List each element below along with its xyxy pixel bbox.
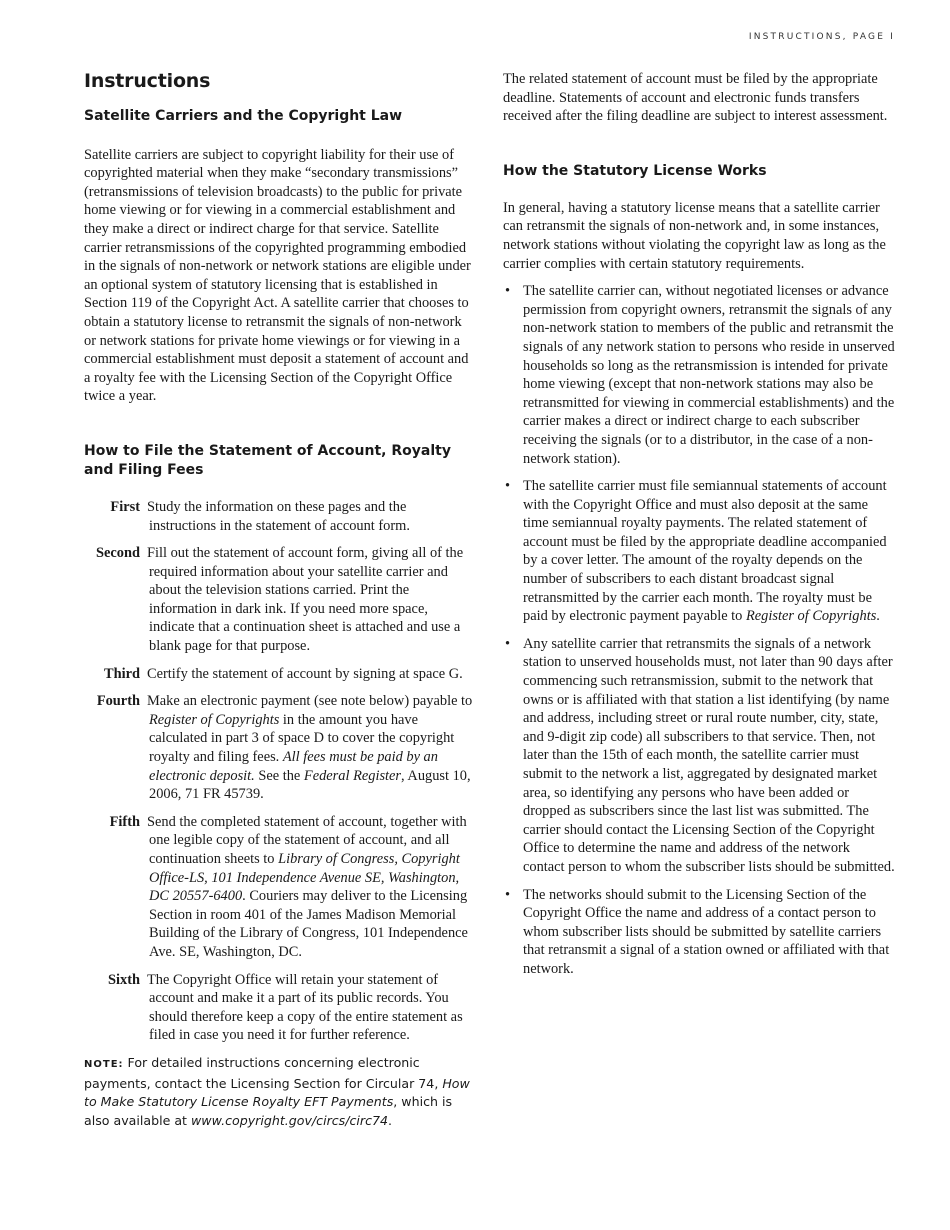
- filing-steps-list: [84, 498, 476, 1045]
- step-text-part: in the amount you have calculated in part 3 of space D to cover the copyright royalty and filing fees.: [149, 711, 455, 766]
- bullet-item: [503, 886, 895, 979]
- circular-title: How to Make Statutory License Royalty EFT Payments: [84, 1075, 470, 1110]
- step-item: [84, 692, 476, 804]
- bullet-text: The networks should submit to the Licensing Section of the Copyright Office the name and address of a contact person to whom subscriber lists should be submitted by satellite carriers that retransmit a signal of a station owned or affiliated with that network.: [523, 886, 890, 977]
- bullet-text-part: The satellite carrier must file semiannual statements of account with the Copyright Office and must also deposit at the same time semiannual royalty payments. The related statement of account must be filed by the appropriate deadline accompanied by a cover letter. The amount of the royalty depends on the number of subscribers to each distant broadcast signal retransmitted by the carrier each month. The royalty must be paid by electronic payment payable to: [523, 478, 887, 625]
- right-column: [503, 70, 895, 988]
- step-text-part: . Couriers may deliver to the Licensing Section in room 401 of the James Madison Memorial Building of the Library of Congress, 101 Independence Ave. SE, Washington, DC.: [149, 888, 468, 960]
- note-text: For detailed instructions concerning electronic payments, contact the Licensing Section for Circular 74,: [84, 1054, 443, 1091]
- federal-register-ref: Federal Register: [303, 767, 402, 784]
- running-head: INSTRUCTIONS, PAGE I: [748, 32, 895, 42]
- copyright-law-paragraph: Satellite carriers are subject to copyright liability for their use of copyrighted material when they make “secondary transmissions” (retransmissions of television broadcasts) to the public for private home viewing or for viewing in a commercial establishment and they make a direct or indirect charge for that service. Satellite carrier retransmissions of the copyrighted programming embodied in the signals of non-network or network stations are eligible under an optional system of statutory licensing that is established in Section 119 of the Copyright Act. A satellite carrier that chooses to obtain a statutory license to retransmit the signals of non-network or network stations for private home viewings or for viewing in a commercial establishment must deposit a statement of account and a royalty fee with the Licensing Section of the Copyright Office twice a year.: [84, 146, 471, 405]
- section-heading-how-to-file: How to File the Statement of Account, Royalty and Filing Fees: [84, 442, 451, 478]
- step-item: [84, 498, 476, 535]
- step-text: Fill out the statement of account form, giving all of the required information about your satellite carrier and about the television stations carried. Print the information in dark ink. If you need more space, indicate that a continuation sheet is attached and use a blank page for that purpose.: [147, 545, 464, 655]
- step-text: Study the information on these pages and the instructions in the statement of account form.: [147, 498, 410, 534]
- step-text-part: Make an electronic payment (see note below) payable to: [147, 693, 473, 710]
- note-label: NOTE:: [84, 1058, 124, 1070]
- bullet-mark: •: [505, 283, 511, 300]
- bullet-mark: •: [505, 478, 511, 495]
- bullet-item: [503, 282, 895, 468]
- step-text-part: , August 10, 2006, 71 FR 45739.: [149, 767, 471, 803]
- step-item: [84, 971, 476, 1045]
- step-item: [84, 544, 476, 656]
- payee-name: Register of Copyrights: [745, 608, 877, 625]
- step-label: Sixth: [108, 971, 140, 988]
- payee-name: Register of Copyrights: [149, 711, 280, 728]
- license-bullets-list: [503, 282, 895, 978]
- step-text: The Copyright Office will retain your statement of account and make it a part of its public records. You should therefore keep a copy of the entire statement as filed in case you need it for further reference.: [147, 971, 463, 1044]
- bullet-mark: •: [505, 635, 511, 652]
- bullet-text: The satellite carrier can, without negotiated licenses or advance permission from copyright owners, retransmit the signals of any non-network station to members of the public and retransmit the signals of any network station to persons who reside in unserved households so long as the retransmission is intended for private home viewing (except that non-network stations may also be retransmitted for viewing in commercial establishments) and the carrier makes a direct or indirect charge to each subscriber receiving the signals (or to a distributor, in the case of a non-network station).: [523, 283, 895, 467]
- step-label: Third: [104, 665, 140, 682]
- bullet-item: [503, 477, 895, 626]
- note-text: .: [388, 1112, 393, 1128]
- mailing-address: Library of Congress, Copyright Office-LS, 101 Independence Avenue SE, Washington, DC 20557-6400: [149, 851, 460, 905]
- section-heading-copyright-law: Satellite Carriers and the Copyright Law: [84, 107, 403, 124]
- bullet-text: [523, 477, 895, 626]
- note-text: , which is also available at: [84, 1094, 453, 1128]
- step-item: [84, 665, 476, 684]
- section-heading-statutory-license: How the Statutory License Works: [503, 162, 767, 179]
- step-text-part: Send the completed statement of account, together with one legible copy of the statement of account, and all continuation sheets to: [147, 813, 467, 867]
- bullet-text-part: .: [876, 608, 880, 625]
- step-text-part: See the: [254, 767, 304, 784]
- page-title: Instructions: [84, 70, 211, 92]
- step-item: [84, 813, 476, 962]
- step-label: Fifth: [109, 813, 140, 830]
- step-label: First: [110, 498, 140, 515]
- step-text: [147, 692, 476, 804]
- step-label: Second: [96, 545, 140, 562]
- payment-note: [84, 1054, 476, 1130]
- bullet-item: [503, 635, 895, 877]
- step-text: Certify the statement of account by signing at space G.: [147, 665, 463, 682]
- deadline-paragraph: The related statement of account must be filed by the appropriate deadline. Statements of account and electronic funds transfers received after the filing deadline are subject to interest assessment.: [503, 71, 888, 125]
- bullet-mark: •: [505, 886, 511, 903]
- step-text: [147, 813, 476, 962]
- bullet-text: Any satellite carrier that retransmits the signals of a network station to unserved households must, not later than 90 days after commencing such retransmission, submit to the network that owns or is affiliated with that station a list identifying (by name and address, including street or rural route number, city, state, and 9-digit zip code) all subscribers to that service. Then, not later than the 15th of each month, the satellite carrier must submit to the network a list, aggregated by designated market area, so identifying any persons who have been added or dropped as subscribers since the last list was submitted. The carrier should contact the Licensing Section of the Copyright Office to determine the name and address of the network contact person to whom the subscriber lists should be submitted.: [523, 635, 895, 875]
- circular-link[interactable]: www.copyright.gov/circs/circ74: [191, 1112, 389, 1128]
- left-column: [84, 70, 476, 1130]
- electronic-deposit-note: All fees must be paid by an electronic deposit.: [149, 749, 438, 784]
- statutory-license-paragraph: In general, having a statutory license means that a satellite carrier can retransmit the signals of non-network and, in some instances, network stations without violating the copyright law as long as the carrier complies with certain statutory requirements.: [503, 199, 886, 272]
- step-label: Fourth: [96, 693, 140, 710]
